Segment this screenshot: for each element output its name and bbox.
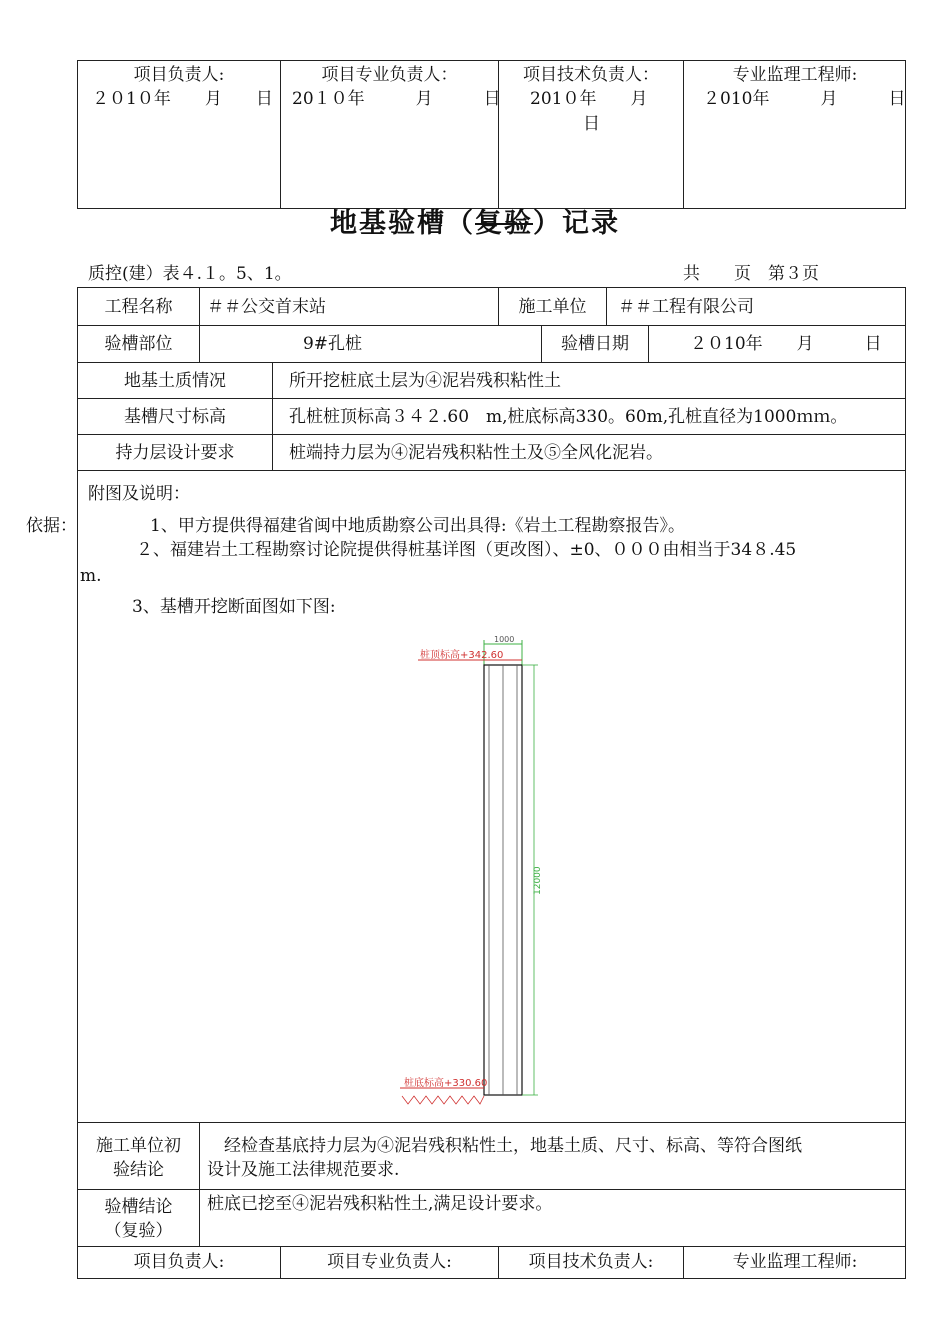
- row-line: [77, 362, 906, 363]
- bottom-signature-role: 专业监理工程师:: [732, 1252, 858, 1272]
- dimension-label: 基槽尺寸标高: [124, 407, 226, 427]
- notes-heading: 附图及说明：: [88, 484, 190, 504]
- row-line: [77, 1122, 906, 1123]
- top-signature-role: 项目负责人:: [133, 65, 225, 85]
- page-count: 共 页 第３页: [683, 264, 819, 284]
- height-dimension-text: 12000: [533, 866, 543, 895]
- bearing-value: 桩端持力层为④泥岩残积粘性土及⑤全风化泥岩。: [289, 443, 663, 463]
- top-signature-date: ２010年 月 日: [703, 89, 906, 109]
- bearing-label: 持力层设计要求: [115, 443, 235, 463]
- bottom-elevation-label: 桩底标高+330.60: [404, 1078, 488, 1089]
- initial-label-line-1: 施工单位初: [96, 1136, 181, 1156]
- col-line: [606, 287, 607, 325]
- project-name-value: ＃＃公交首末站: [207, 297, 326, 317]
- col-line: [199, 1122, 200, 1246]
- row-line: [77, 1246, 906, 1247]
- project-name-label: 工程名称: [104, 297, 173, 317]
- contractor-label: 施工单位: [518, 297, 587, 317]
- bottom-signature-role: 项目专业负责人:: [327, 1252, 452, 1272]
- final-label-line-2: （复验）: [104, 1221, 173, 1241]
- soil-label: 地基土质情况: [124, 371, 226, 391]
- initial-conclusion-label: [78, 1134, 199, 1182]
- date-value: ２０10年 月 日: [690, 334, 882, 354]
- note-line-1: 1、甲方提供得福建省闽中地质勘察公司出具得:《岩土工程勘察报告》。: [150, 516, 686, 536]
- top-signature-date-day: 日: [583, 114, 600, 134]
- note-line-3: 3、基槽开挖断面图如下图:: [132, 597, 336, 617]
- pile-section-drawing: [380, 630, 560, 1110]
- note-line-2: ２、福建岩土工程勘察讨论院提供得桩基详图（更改图）、±0、０００由相当于34８.45: [136, 540, 797, 560]
- initial-conclusion-text: [207, 1134, 902, 1182]
- row-line: [77, 325, 906, 326]
- row-line: [77, 434, 906, 435]
- contractor-value: ＃＃工程有限公司: [618, 297, 754, 317]
- basis-label: 依据：: [26, 516, 77, 536]
- ground-hatch: [402, 1096, 484, 1104]
- top-signature-date: 20１０年 月 日: [292, 89, 501, 109]
- top-signature-role: 项目专业负责人：: [321, 65, 458, 85]
- page-title: [0, 206, 950, 242]
- initial-text-line-2: 设计及施工法律规范要求.: [207, 1160, 400, 1180]
- title-strike: 复验: [475, 208, 533, 239]
- top-signature-date: 201０年 月: [530, 89, 648, 109]
- title-prefix: 地基验槽（: [330, 208, 475, 239]
- row-line: [77, 470, 906, 471]
- final-conclusion-label: [78, 1195, 199, 1243]
- title-suffix: ）记录: [533, 208, 620, 239]
- bottom-signature-role: 项目负责人:: [133, 1252, 225, 1272]
- row-line: [77, 398, 906, 399]
- initial-text-line-1: 经检查基底持力层为④泥岩残积粘性土，地基土质、尺寸、标高、等符合图纸: [207, 1136, 802, 1156]
- note-line-2-cont: m.: [80, 566, 102, 586]
- top-elevation-label: 桩顶标高+342.60: [420, 650, 504, 661]
- width-dimension-text: 1000: [494, 635, 515, 644]
- row-line: [77, 1189, 906, 1190]
- form-number: 质控(建）表４.１。5、1。: [88, 264, 292, 284]
- final-label-line-1: 验槽结论: [104, 1197, 173, 1217]
- top-signature-role: 项目技术负责人：: [523, 65, 659, 85]
- col-line: [272, 362, 273, 470]
- col-line: [648, 325, 649, 362]
- final-conclusion-text: 桩底已挖至④泥岩残积粘性土,满足设计要求。: [207, 1194, 553, 1214]
- bottom-signature-role: 项目技术负责人:: [528, 1252, 654, 1272]
- soil-value: 所开挖桩底土层为④泥岩残积粘性土: [289, 371, 561, 391]
- top-signature-role: 专业监理工程师:: [732, 65, 858, 85]
- location-value: 9#孔桩: [302, 334, 363, 354]
- top-signature-date: ２０1０年 月 日: [92, 89, 273, 109]
- location-label: 验槽部位: [104, 334, 173, 354]
- initial-label-line-2: 验结论: [113, 1160, 164, 1180]
- dimension-value: 孔桩桩顶标高３４２.60 m,桩底标高330。60m,孔桩直径为1000ｍｍ。: [289, 407, 848, 427]
- date-label: 验槽日期: [561, 334, 629, 354]
